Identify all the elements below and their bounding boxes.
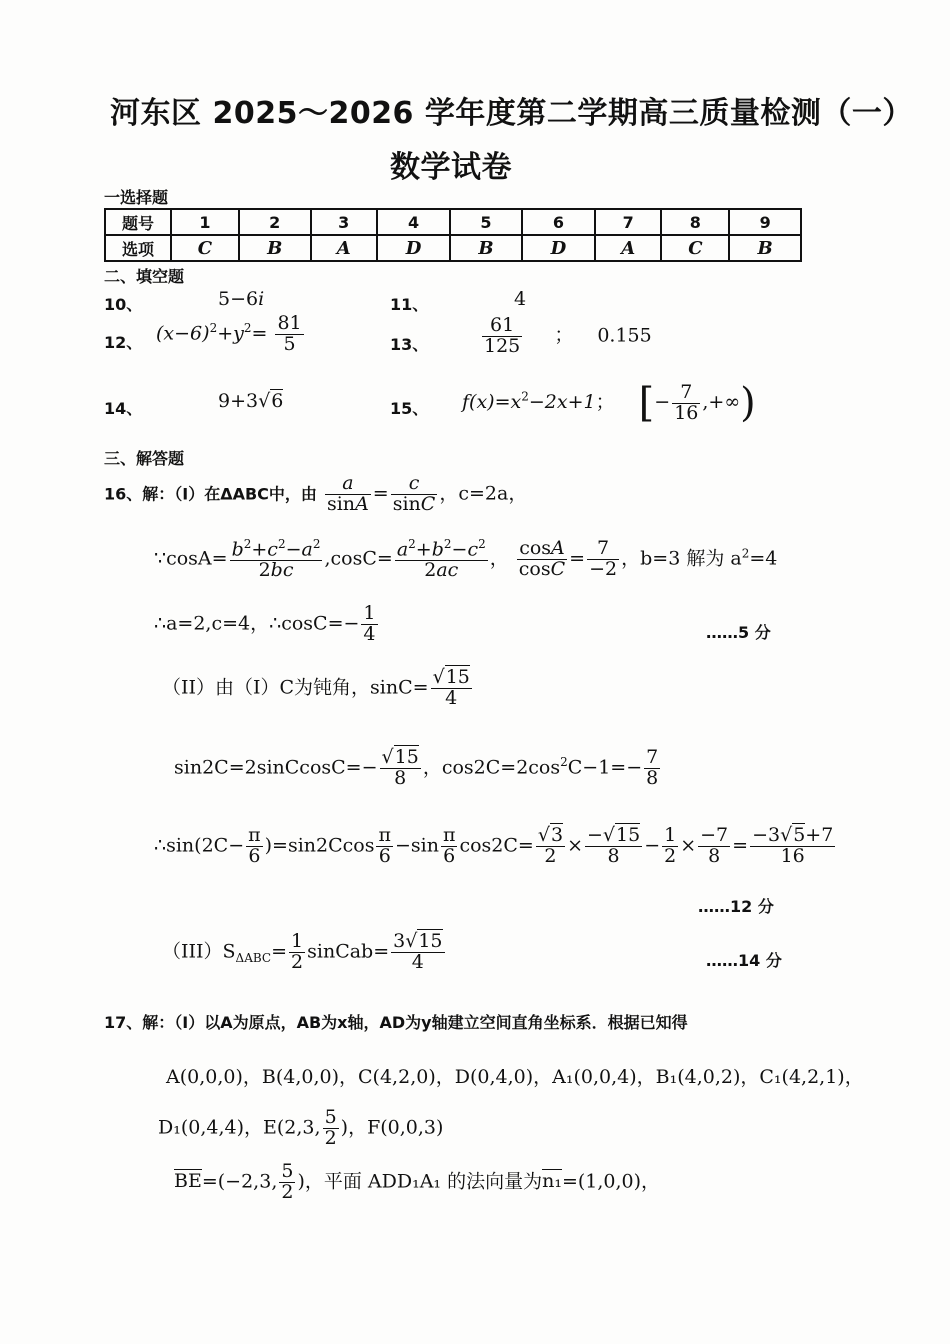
fraction: $\frac{7}{-2}$ xyxy=(589,537,618,581)
table-header-cell: 题号 xyxy=(105,209,171,235)
fraction: $\frac{-7}{8}$ xyxy=(700,824,729,867)
answer-cell: D xyxy=(522,235,595,261)
section-choice-heading: 一选择题 xyxy=(104,188,169,207)
answer-cell: B xyxy=(450,235,522,261)
section-solution-heading: 三、解答题 xyxy=(104,449,185,468)
question-number-cell: 9 xyxy=(729,209,801,235)
fraction: $\frac{7}{16}$ xyxy=(674,380,699,424)
q17-line4: BE=(−2,3, $\frac{5}{2}$ )，平面 ADD₁A₁ 的法向量为n₁=(1,0,0)， xyxy=(174,1160,661,1203)
fraction: $\frac{c}{\sin C}$ xyxy=(392,472,436,515)
q12-answer: $(x-6)^2+y^2=$ $\frac{81}{5}$ xyxy=(156,312,302,355)
fraction: $\frac{b^2+c^2-a^2}{2bc}$ xyxy=(231,537,321,582)
q14-answer: 9+3√6 xyxy=(218,390,284,412)
fraction: $\frac{61}{125}$ xyxy=(484,314,521,357)
table-header-cell: 选项 xyxy=(105,235,171,261)
fraction: $\frac{-3√5+7}{16}$ xyxy=(752,824,834,867)
question-number-cell: 7 xyxy=(595,209,661,235)
question-number-cell: 1 xyxy=(171,209,239,235)
page-subtitle: 数学试卷 xyxy=(390,150,512,185)
fraction: $\frac{1}{4}$ xyxy=(363,602,376,645)
table-row xyxy=(105,235,801,261)
q12-number: 12、 xyxy=(104,333,143,352)
q17-line3: D₁(0,4,4)，E(2,3, $\frac{5}{2}$ )，F(0,0,3) xyxy=(158,1106,444,1149)
q13-answer: $\frac{61}{125}$ ； 0.155 xyxy=(484,314,652,357)
score-12: ……12 分 xyxy=(698,897,774,916)
fraction: $\frac{7}{8}$ xyxy=(646,746,659,789)
answer-table xyxy=(104,208,802,262)
answer-cell: B xyxy=(729,235,801,261)
q10-number: 10、 xyxy=(104,295,143,314)
answer-cell: A xyxy=(595,235,661,261)
fraction: $\frac{3√15}{4}$ xyxy=(393,930,443,973)
q17-line2: A(0,0,0)，B(4,0,0)，C(4,2,0)，D(0,4,0)，A₁(0,0,4)，B₁(4,0,2)，C₁(4,2,1)， xyxy=(166,1066,864,1088)
question-number-cell: 3 xyxy=(311,209,377,235)
q15-answer: $f(x)=x^2-2x+1$； [− $\frac{7}{16}$ ,+∞) xyxy=(462,380,756,426)
fraction: $\frac{\pi}{6}$ xyxy=(378,824,391,867)
q15-number: 15、 xyxy=(390,399,429,418)
fraction: $\frac{√3}{2}$ xyxy=(537,824,564,867)
fraction: $\frac{1}{2}$ xyxy=(291,930,304,973)
page-title: 河东区 2025～2026 学年度第二学期高三质量检测（一） xyxy=(110,96,913,131)
q16-line6: ∴sin(2C− $\frac{\pi}{6}$ )=sin2Ccos $\frac{\pi}{6}$ −sin $\frac{\pi}{6}$ cos2C= $\frac{√3}{2}$ × $\frac{-√15}{8}$ − $\frac{1}{2}$ × $\frac{-7}{8}$ = $\frac{-3√5+7}{16}$ xyxy=(154,824,834,867)
answer-cell: A xyxy=(311,235,377,261)
fraction: $\frac{\pi}{6}$ xyxy=(248,824,261,867)
fraction: $\frac{1}{2}$ xyxy=(664,824,677,867)
fraction: $\frac{-√15}{8}$ xyxy=(586,824,641,867)
q11-answer: 4 xyxy=(514,288,527,310)
table-row xyxy=(105,209,801,235)
q16-part3: $(III)S_{\Delta ABC}=$ $\frac{1}{2}$ sinCab= $\frac{3√15}{4}$ xyxy=(162,930,443,973)
fraction: $\frac{a}{\sin A}$ xyxy=(326,472,369,515)
q16-line3: ∴a=2,c=4，∴cosC=− $\frac{1}{4}$ xyxy=(154,602,376,645)
question-number-cell: 6 xyxy=(522,209,595,235)
answer-cell: C xyxy=(171,235,239,261)
fraction: $\frac{√15}{8}$ xyxy=(381,746,419,789)
section-fill-heading: 二、填空题 xyxy=(104,267,185,286)
q16-line2: ∵cosA= $\frac{b^2+c^2-a^2}{2bc}$ ,cosC= $\frac{a^2+b^2-c^2}{2ac}$ ， $\frac{\cos A}{\cos C}$ = $\frac{7}{-2}$ ，b=3 解为 $a^2=4$ xyxy=(154,537,778,582)
answer-cell: D xyxy=(377,235,450,261)
q16-line1: 16、解：（Ⅰ）在ΔABC中，由 $\frac{a}{\sin A}$ = $\frac{c}{\sin C}$ ，c=2a， xyxy=(104,472,528,515)
q16-part2: （II）由（I）C为钝角，sinC= $\frac{√15}{4}$ xyxy=(162,666,470,709)
q17-line1: 17、解：（I）以A为原点，AB为x轴，AD为y轴建立空间直角坐标系．根据已知得 xyxy=(104,1013,688,1032)
question-number-cell: 4 xyxy=(377,209,450,235)
q13-number: 13、 xyxy=(390,335,429,354)
q14-number: 14、 xyxy=(104,399,143,418)
fraction: $\frac{a^2+b^2-c^2}{2ac}$ xyxy=(396,537,486,582)
fraction: $\frac{81}{5}$ xyxy=(277,312,302,355)
fraction: $\frac{\cos A}{\cos C}$ xyxy=(518,537,566,581)
score-5: ……5 分 xyxy=(706,623,771,642)
answer-cell: C xyxy=(661,235,729,261)
fraction: $\frac{\pi}{6}$ xyxy=(442,824,456,867)
fraction: $\frac{√15}{4}$ xyxy=(432,666,470,709)
fraction: $\frac{5}{2}$ xyxy=(281,1160,294,1203)
q10-answer: 5−6i xyxy=(218,288,265,310)
question-number-cell: 8 xyxy=(661,209,729,235)
q11-number: 11、 xyxy=(390,295,429,314)
fraction: $\frac{5}{2}$ xyxy=(324,1106,337,1149)
question-number-cell: 5 xyxy=(450,209,522,235)
q16-line5: sin2C=2sinCcosC=− $\frac{√15}{8}$ ，$\cos 2C=2\cos^2C-1=-$ $\frac{7}{8}$ xyxy=(174,746,659,789)
question-number-cell: 2 xyxy=(239,209,311,235)
answer-cell: B xyxy=(239,235,311,261)
score-14: ……14 分 xyxy=(706,951,782,970)
